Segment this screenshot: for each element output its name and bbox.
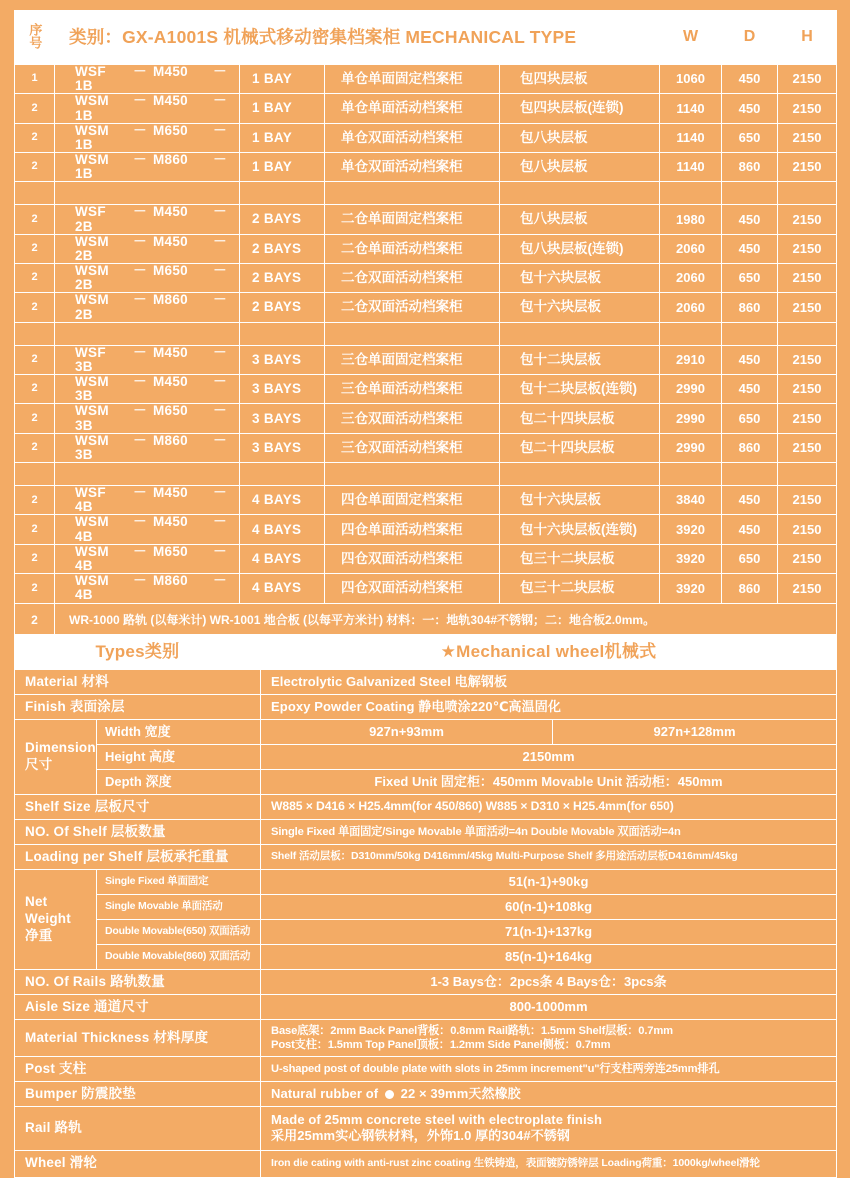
header-h: H: [778, 11, 837, 65]
cell-description: 四仓双面活动档案柜: [325, 544, 500, 573]
table-row: [15, 515, 837, 544]
value-single-movable: 60(n-1)+108kg: [261, 895, 837, 920]
cell-description: 单仓单面固定档案柜: [325, 65, 500, 94]
cell-shelf: 包三十二块层板: [500, 544, 660, 573]
value-rail: [261, 1107, 837, 1151]
table-row: [15, 65, 837, 94]
table-row: [15, 94, 837, 123]
value-material-thickness: [261, 1020, 837, 1057]
cell-width: 2060: [660, 264, 722, 293]
cell-seq: 2: [15, 375, 55, 404]
spacer-cell: [15, 182, 55, 205]
spacer-cell: [240, 322, 325, 345]
cell-height: 2150: [778, 433, 837, 462]
cell-width: 2060: [660, 293, 722, 322]
cell-width: 2910: [660, 345, 722, 374]
cell-model: WSM － M860 －1B: [55, 153, 240, 182]
cell-width: 3920: [660, 515, 722, 544]
cell-width: 2990: [660, 375, 722, 404]
row-dimension-depth: [15, 770, 837, 795]
cell-model: WSM － M450 －4B: [55, 515, 240, 544]
value-width-left: 927n+93mm: [261, 720, 553, 745]
cell-model: WSM － M650 －2B: [55, 264, 240, 293]
label-rail: Rail 路轨: [15, 1107, 261, 1151]
cell-width: 3840: [660, 486, 722, 515]
header-types: Types类别: [15, 635, 261, 670]
label-post: Post 支柱: [15, 1057, 261, 1082]
cell-model: WSM － M650 －1B: [55, 123, 240, 152]
value-material: Electrolytic Galvanized Steel 电解钢板: [261, 670, 837, 695]
row-bumper: [15, 1082, 837, 1107]
cell-bay: 4 BAYS: [240, 515, 325, 544]
cell-bay: 1 BAY: [240, 65, 325, 94]
spacer-cell: [15, 463, 55, 486]
cell-bay: 2 BAYS: [240, 205, 325, 234]
value-finish: Epoxy Powder Coating 静电喷涂220℃高温固化: [261, 695, 837, 720]
cell-height: 2150: [778, 486, 837, 515]
cell-depth: 860: [722, 433, 778, 462]
cell-height: 2150: [778, 574, 837, 603]
label-net-weight: [15, 870, 97, 970]
spacer-cell: [240, 463, 325, 486]
value-loading-per-shelf: Shelf 活动层板：D310mm/50kg D416mm/45kg Multi-Purpose Shelf 多用途活动层板D416mm/45kg: [261, 845, 837, 870]
table-row: [15, 153, 837, 182]
cell-depth: 650: [722, 123, 778, 152]
table1-group-spacer: [15, 463, 837, 486]
cell-description: 二仓双面活动档案柜: [325, 293, 500, 322]
cell-seq: 2: [15, 123, 55, 152]
cell-description: 三仓单面固定档案柜: [325, 345, 500, 374]
cell-model: WSM － M650 －3B: [55, 404, 240, 433]
label-finish: Finish 表面涂层: [15, 695, 261, 720]
cell-depth: 860: [722, 293, 778, 322]
cell-depth: 860: [722, 153, 778, 182]
cell-depth: 650: [722, 404, 778, 433]
table1-group-spacer: [15, 182, 837, 205]
value-bumper: [261, 1082, 837, 1107]
cell-width: 2990: [660, 404, 722, 433]
cell-height: 2150: [778, 345, 837, 374]
cell-bay: 4 BAYS: [240, 486, 325, 515]
label-net-weight-en: Net Weight: [25, 894, 71, 927]
cell-seq: 1: [15, 65, 55, 94]
cell-height: 2150: [778, 293, 837, 322]
label-width: Width 宽度: [97, 720, 261, 745]
cell-shelf: 包三十二块层板: [500, 574, 660, 603]
value-no-of-shelf: Single Fixed 单面固定/Singe Movable 单面活动=4n Double Movable 双面活动=4n: [261, 820, 837, 845]
spacer-cell: [15, 322, 55, 345]
cell-seq: 2: [15, 264, 55, 293]
cell-shelf: 包二十四块层板: [500, 433, 660, 462]
row-net-weight-4: [15, 945, 837, 970]
cell-depth: 450: [722, 345, 778, 374]
cell-width: 1060: [660, 65, 722, 94]
spacer-cell: [500, 463, 660, 486]
row-no-of-shelf: [15, 820, 837, 845]
table-row: [15, 574, 837, 603]
cell-depth: 450: [722, 234, 778, 263]
value-double-movable-650: 71(n-1)+137kg: [261, 920, 837, 945]
spacer-cell: [778, 463, 837, 486]
label-double-movable-650: Double Movable(650) 双面活动: [97, 920, 261, 945]
spacer-cell: [778, 182, 837, 205]
cell-description: 三仓单面活动档案柜: [325, 375, 500, 404]
cell-seq: 2: [15, 234, 55, 263]
cell-depth: 650: [722, 544, 778, 573]
cell-height: 2150: [778, 153, 837, 182]
label-shelf-size: Shelf Size 层板尺寸: [15, 795, 261, 820]
label-single-fixed: Single Fixed 单面固定: [97, 870, 261, 895]
table2-header-row: [15, 635, 837, 670]
table-row: [15, 345, 837, 374]
table1-header-row: [15, 11, 837, 65]
cell-bay: 4 BAYS: [240, 544, 325, 573]
material-thickness-line2: Post支柱：1.5mm Top Panel顶板：1.2mm Side Panel侧板：0.7mm: [271, 1039, 611, 1051]
label-double-movable-860: Double Movable(860) 双面活动: [97, 945, 261, 970]
bumper-prefix: Natural rubber of: [271, 1085, 379, 1101]
row-dimension-height: [15, 745, 837, 770]
rail-line2: 采用25mm实心钢铁材料，外饰1.0 厚的304#不锈钢: [271, 1128, 570, 1144]
cell-width: 1140: [660, 123, 722, 152]
cell-bay: 1 BAY: [240, 123, 325, 152]
row-finish: [15, 695, 837, 720]
value-single-fixed: 51(n-1)+90kg: [261, 870, 837, 895]
spacer-cell: [660, 322, 722, 345]
cell-shelf: 包四块层板(连锁): [500, 94, 660, 123]
header-title: 类别：GX-A1001S 机械式移动密集档案柜 MECHANICAL TYPE: [55, 11, 660, 65]
label-dimension-cn: 尺寸: [25, 757, 53, 772]
cell-model: WSM － M860 －2B: [55, 293, 240, 322]
table-row: [15, 293, 837, 322]
value-wheel: Iron die cating with anti-rust zinc coating 生铁铸造，表面镀防锈锌层 Loading荷重：1000kg/wheel滑轮: [261, 1150, 837, 1177]
cell-depth: 450: [722, 65, 778, 94]
label-bumper: Bumper 防震胶垫: [15, 1082, 261, 1107]
cell-shelf: 包八块层板: [500, 205, 660, 234]
spacer-cell: [500, 322, 660, 345]
cell-seq: 2: [15, 94, 55, 123]
cell-bay: 2 BAYS: [240, 234, 325, 263]
label-single-movable: Single Movable 单面活动: [97, 895, 261, 920]
value-no-of-rails: 1-3 Bays仓：2pcs条 4 Bays仓：3pcs条: [261, 970, 837, 995]
footer-note: WR-1000 路轨 (以每米计) WR-1001 地合板 (以每平方米计) 材料：一：地轨304#不锈钢；二：地合板2.0mm。: [55, 603, 837, 637]
header-w: W: [660, 11, 722, 65]
cell-height: 2150: [778, 375, 837, 404]
cell-seq: 2: [15, 486, 55, 515]
table-row: [15, 375, 837, 404]
cell-model: WSM － M860 －4B: [55, 574, 240, 603]
header-seq: 序号: [15, 11, 55, 65]
value-depth: Fixed Unit 固定柜：450mm Movable Unit 活动柜：450mm: [261, 770, 837, 795]
cell-seq: 2: [15, 515, 55, 544]
cell-description: 四仓单面固定档案柜: [325, 486, 500, 515]
row-post: [15, 1057, 837, 1082]
circle-icon: [385, 1090, 394, 1099]
row-no-of-rails: [15, 970, 837, 995]
cell-model: WSM － M450 －3B: [55, 375, 240, 404]
cell-bay: 3 BAYS: [240, 375, 325, 404]
material-thickness-line1: Base底架：2mm Back Panel背板：0.8mm Rail路轨：1.5mm Shelf层板：0.7mm: [271, 1025, 673, 1037]
label-loading-per-shelf: Loading per Shelf 层板承托重量: [15, 845, 261, 870]
cell-depth: 450: [722, 486, 778, 515]
cell-bay: 2 BAYS: [240, 293, 325, 322]
value-post: U-shaped post of double plate with slots in 25mm increment"u"行支柱两旁连25mm排孔: [261, 1057, 837, 1082]
cell-model: WSF － M450 －4B: [55, 486, 240, 515]
cell-description: 单仓单面活动档案柜: [325, 94, 500, 123]
cell-description: 二仓双面活动档案柜: [325, 264, 500, 293]
cell-width: 1140: [660, 94, 722, 123]
cell-height: 2150: [778, 515, 837, 544]
cell-shelf: 包十六块层板: [500, 293, 660, 322]
cell-shelf: 包十六块层板: [500, 264, 660, 293]
cell-depth: 450: [722, 515, 778, 544]
cell-model: WSM － M860 －3B: [55, 433, 240, 462]
table-row: [15, 433, 837, 462]
cell-height: 2150: [778, 94, 837, 123]
table-row: [15, 205, 837, 234]
row-material: [15, 670, 837, 695]
cell-model: WSM － M450 －1B: [55, 94, 240, 123]
cell-model: WSF － M450 －2B: [55, 205, 240, 234]
cell-width: 3920: [660, 574, 722, 603]
row-net-weight-3: [15, 920, 837, 945]
label-no-of-shelf: NO. Of Shelf 层板数量: [15, 820, 261, 845]
label-material-thickness: Material Thickness 材料厚度: [15, 1020, 261, 1057]
spacer-cell: [240, 182, 325, 205]
table1-footer-row: [15, 603, 837, 637]
spacer-cell: [660, 182, 722, 205]
cell-shelf: 包八块层板: [500, 123, 660, 152]
label-height: Height 高度: [97, 745, 261, 770]
cell-depth: 450: [722, 375, 778, 404]
cell-seq: 2: [15, 293, 55, 322]
label-dimension-en: Dimension: [25, 740, 96, 756]
cell-seq: 2: [15, 544, 55, 573]
cell-seq: 2: [15, 433, 55, 462]
label-aisle-size: Aisle Size 通道尺寸: [15, 995, 261, 1020]
spacer-cell: [325, 322, 500, 345]
spacer-cell: [722, 322, 778, 345]
cell-height: 2150: [778, 234, 837, 263]
cell-shelf: 包十六块层板: [500, 486, 660, 515]
bumper-suffix: 22 × 39mm天然橡胶: [400, 1085, 521, 1101]
value-width-right: 927n+128mm: [553, 720, 837, 745]
cell-depth: 450: [722, 205, 778, 234]
cell-height: 2150: [778, 404, 837, 433]
cell-description: 三仓双面活动档案柜: [325, 433, 500, 462]
cell-description: 单仓双面活动档案柜: [325, 153, 500, 182]
cell-height: 2150: [778, 205, 837, 234]
row-aisle-size: [15, 995, 837, 1020]
table-row: [15, 234, 837, 263]
cell-width: 2990: [660, 433, 722, 462]
cell-seq: 2: [15, 404, 55, 433]
cell-model: WSM － M650 －4B: [55, 544, 240, 573]
label-material: Material 材料: [15, 670, 261, 695]
cell-width: 3920: [660, 544, 722, 573]
cell-model: WSM － M450 －2B: [55, 234, 240, 263]
cell-shelf: 包二十四块层板: [500, 404, 660, 433]
value-double-movable-860: 85(n-1)+164kg: [261, 945, 837, 970]
row-shelf-size: [15, 795, 837, 820]
label-no-of-rails: NO. Of Rails 路轨数量: [15, 970, 261, 995]
cell-depth: 450: [722, 94, 778, 123]
row-loading-per-shelf: [15, 845, 837, 870]
table-row: [15, 404, 837, 433]
spacer-cell: [55, 322, 240, 345]
cell-shelf: 包十二块层板(连锁): [500, 375, 660, 404]
rail-line1: Made of 25mm concrete steel with electroplate finish: [271, 1112, 603, 1127]
row-material-thickness: [15, 1020, 837, 1057]
label-net-weight-cn: 净重: [25, 927, 53, 943]
spacer-cell: [500, 182, 660, 205]
cell-shelf: 包四块层板: [500, 65, 660, 94]
cell-width: 2060: [660, 234, 722, 263]
table1-group-spacer: [15, 322, 837, 345]
cell-depth: 860: [722, 574, 778, 603]
spacer-cell: [660, 463, 722, 486]
spacer-cell: [55, 463, 240, 486]
table-row: [15, 264, 837, 293]
cell-shelf: 包十六块层板(连锁): [500, 515, 660, 544]
row-wheel: [15, 1150, 837, 1177]
spacer-cell: [778, 322, 837, 345]
cell-description: 二仓单面活动档案柜: [325, 234, 500, 263]
cell-bay: 1 BAY: [240, 153, 325, 182]
cell-bay: 4 BAYS: [240, 574, 325, 603]
table-row: [15, 486, 837, 515]
cell-height: 2150: [778, 123, 837, 152]
spacer-cell: [55, 182, 240, 205]
mechanical-type-spec-table: [14, 10, 837, 638]
header-d: D: [722, 11, 778, 65]
cell-height: 2150: [778, 65, 837, 94]
header-mechanical-wheel: ★Mechanical wheel机械式: [261, 635, 837, 670]
cell-height: 2150: [778, 264, 837, 293]
cell-seq: 2: [15, 345, 55, 374]
cell-depth: 650: [722, 264, 778, 293]
cell-bay: 3 BAYS: [240, 345, 325, 374]
spacer-cell: [722, 463, 778, 486]
table-row: [15, 123, 837, 152]
cell-description: 四仓单面活动档案柜: [325, 515, 500, 544]
cell-model: WSF － M450 －3B: [55, 345, 240, 374]
cell-height: 2150: [778, 544, 837, 573]
mechanical-wheel-spec-table: [14, 634, 837, 1178]
cell-bay: 3 BAYS: [240, 433, 325, 462]
footer-seq: 2: [15, 603, 55, 637]
cell-description: 三仓双面活动档案柜: [325, 404, 500, 433]
row-net-weight-2: [15, 895, 837, 920]
cell-model: WSF － M450 －1B: [55, 65, 240, 94]
cell-seq: 2: [15, 205, 55, 234]
cell-width: 1140: [660, 153, 722, 182]
cell-shelf: 包十二块层板: [500, 345, 660, 374]
spacer-cell: [722, 182, 778, 205]
cell-description: 四仓双面活动档案柜: [325, 574, 500, 603]
row-net-weight-1: [15, 870, 837, 895]
cell-description: 二仓单面固定档案柜: [325, 205, 500, 234]
cell-seq: 2: [15, 574, 55, 603]
cell-shelf: 包八块层板: [500, 153, 660, 182]
cell-seq: 2: [15, 153, 55, 182]
cell-bay: 3 BAYS: [240, 404, 325, 433]
spacer-cell: [325, 182, 500, 205]
value-height: 2150mm: [261, 745, 837, 770]
cell-bay: 1 BAY: [240, 94, 325, 123]
value-shelf-size: W885 × D416 × H25.4mm(for 450/860) W885 × D310 × H25.4mm(for 650): [261, 795, 837, 820]
cell-bay: 2 BAYS: [240, 264, 325, 293]
row-dimension-width: [15, 720, 837, 745]
cell-shelf: 包八块层板(连锁): [500, 234, 660, 263]
spacer-cell: [325, 463, 500, 486]
table-row: [15, 544, 837, 573]
label-dimension: [15, 720, 97, 795]
cell-description: 单仓双面活动档案柜: [325, 123, 500, 152]
row-rail: [15, 1107, 837, 1151]
cell-width: 1980: [660, 205, 722, 234]
label-depth: Depth 深度: [97, 770, 261, 795]
label-wheel: Wheel 滑轮: [15, 1150, 261, 1177]
value-aisle-size: 800-1000mm: [261, 995, 837, 1020]
